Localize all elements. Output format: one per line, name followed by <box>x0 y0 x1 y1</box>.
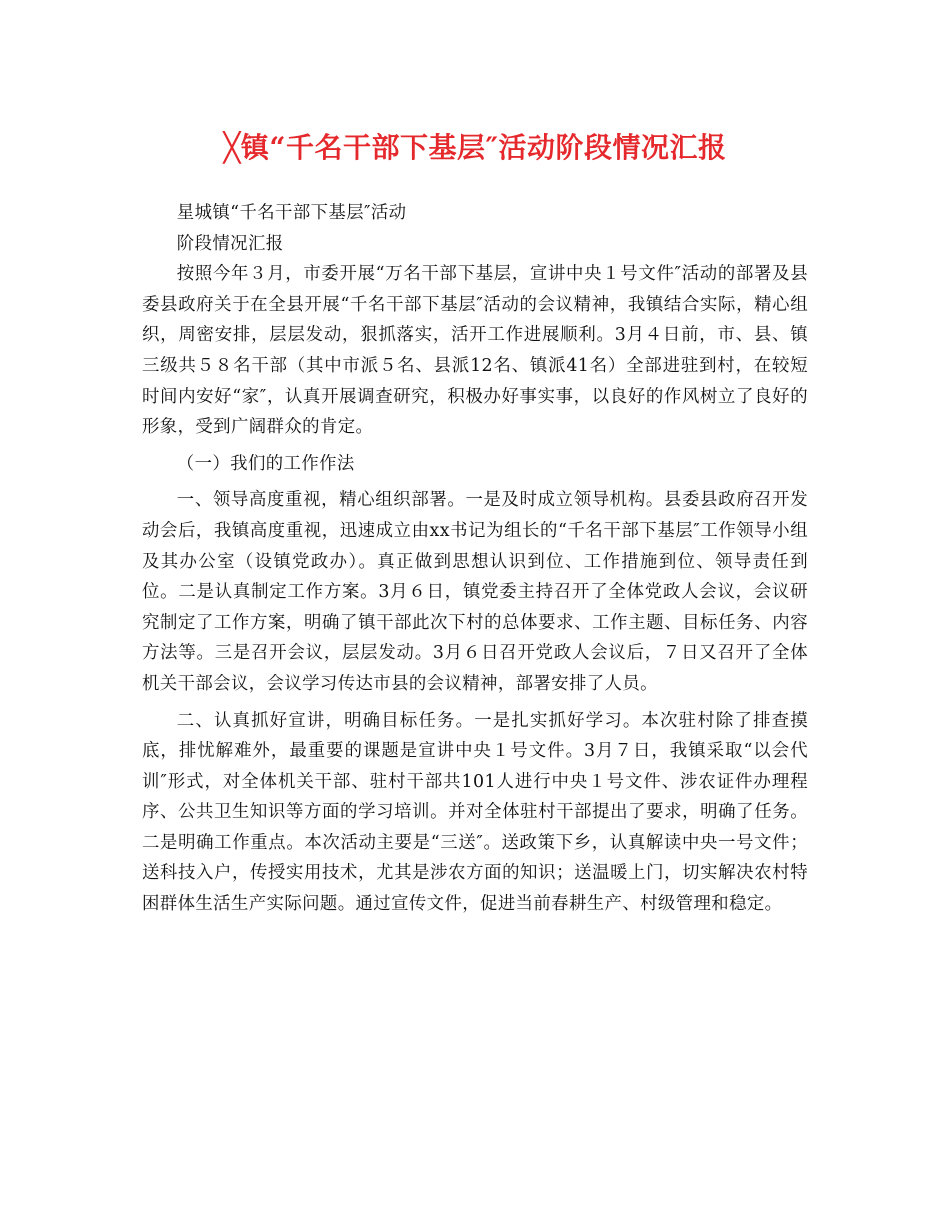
point-one-paragraph: 一、领导高度重视，精心组织部署。一是及时成立领导机构。县委县政府召开发动会后，我镇高度重视，迅速成立由xx书记为组长的“千名干部下基层″工作领导小组及其办公室（设镇党政办）。真正做到思想认识到位、工作措施到位、领导责任到位。二是认真制定工作方案。3月６日，镇党委主持召开了全体党政人会议，会议研究制定了工作方案，明确了镇干部此次下村的总体要求、工作主题、目标任务、内容方法等。三是召开会议，层层发动。3月６日召开党政人会议后，７日又召开了全体机关干部会议，会议学习传达市县的会议精神，部署安排了人员。 <box>142 490 808 694</box>
section-heading: （一）我们的工作作法 <box>176 453 355 474</box>
point-two-paragraph: 二、认真抓好宣讲，明确目标任务。一是扎实抓好学习。本次驻村除了排查摸底，排忧解难外，最重要的课题是宣讲中央１号文件。3月７日，我镇采取“以会代训″形式，对全体机关干部、驻村干部共101人进行中央１号文件、涉农证件办理程序、公共卫生知识等方面的学习培训。并对全体驻村干部提出了要求，明确了任务。二是明确工作重点。本次活动主要是“三送″。送政策下乡，认真解读中央一号文件；送科技入户，传授实用技术，尤其是涉农方面的知识；送温暖上门，切实解决农村特困群体生活生产实际问题。通过宣传文件，促进当前春耕生产、村级管理和稳定。 <box>142 710 808 915</box>
document-title: ╳镇“千名干部下基层″活动阶段情况汇报 <box>223 131 727 164</box>
report-heading-line: 阶段情况汇报 <box>176 233 284 254</box>
intro-paragraph: 按照今年３月，市委开展“万名干部下基层，宣讲中央１号文件″活动的部署及县委县政府关于在全县开展“千名干部下基层″活动的会议精神，我镇结合实际，精心组织，周密安排，层层发动，狠抓落实，活开工作进展顺利。3月４日前，市、县、镇三级共５８名干部（其中市派５名、县派12名、镇派41名）全部进驻到村，在较短时间内安好“家″，认真开展调查研究，积极办好事实事，以良好的作风树立了良好的形象，受到广阔群众的肯定。 <box>142 264 808 438</box>
org-heading-line: 星城镇“千名干部下基层″活动 <box>176 203 407 223</box>
document-body <box>142 198 808 920</box>
